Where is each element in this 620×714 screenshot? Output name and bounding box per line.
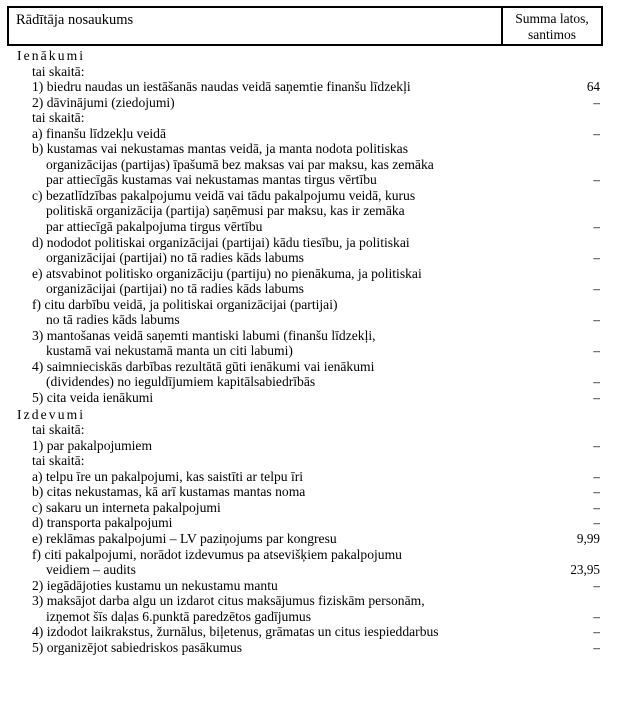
row-value: – (593, 624, 600, 640)
row-value: – (593, 608, 600, 624)
table-row (7, 438, 603, 454)
row-label (7, 547, 510, 578)
table-row (7, 531, 603, 547)
table-row (7, 390, 603, 406)
row-value: – (593, 281, 600, 297)
row-value: – (593, 639, 600, 655)
row-label (7, 126, 510, 142)
row-label-text: tai skaitā: (32, 422, 85, 438)
table-row (7, 48, 603, 64)
row-label (7, 640, 510, 656)
row-label (7, 624, 510, 640)
row-label-text: e) reklāmas pakalpojumi – LV paziņojums par kongresu (32, 530, 337, 546)
row-label-text: c) bezatlīdzības pakalpojumu veidā vai tādu pakalpojumu veidā, kurus (32, 187, 416, 203)
row-label (7, 235, 510, 266)
row-label-continuation: organizācijai (partijai) no tā radies kāds labums (46, 250, 304, 266)
table-header (7, 6, 603, 46)
row-label-text: tai skaitā: (32, 63, 85, 79)
column-header-indicator-name: Rādītāja nosaukums (9, 8, 503, 44)
row-value: – (593, 374, 600, 390)
row-value: – (593, 172, 600, 188)
table-row (7, 453, 603, 469)
row-label-continuation: par attiecīgās kustamas vai nekustamas mantas tirgus vērtību (46, 172, 377, 188)
row-value: – (593, 219, 600, 235)
row-label-text: 2) iegādājoties kustamu un nekustamu mantu (32, 577, 278, 593)
row-label (7, 515, 510, 531)
table-row (7, 297, 603, 328)
row-label-continuation: no tā radies kāds labums (46, 312, 180, 328)
row-value: – (593, 390, 600, 406)
row-label-text: 1) par pakalpojumiem (32, 437, 153, 453)
table-row (7, 484, 603, 500)
column-header-amount-line2: santimos (527, 26, 576, 42)
row-value: – (593, 125, 600, 141)
row-value: – (593, 484, 600, 500)
row-label-continuation: (dividendes) no ieguldījumiem kapitālsabiedrībās (46, 374, 316, 390)
table-row (7, 110, 603, 126)
row-value: – (593, 94, 600, 110)
table-row (7, 359, 603, 390)
row-label-continuation: politiskā organizācija (partija) saņēmusi par maksu, kas ir zemāka (46, 203, 405, 219)
row-label (7, 484, 510, 500)
row-label-continuation: izņemot šīs daļas 6.punktā paredzētos gadījumus (46, 608, 312, 624)
row-label-continuation: par attiecīgā pakalpojuma tirgus vērtību (46, 219, 263, 235)
row-label (7, 188, 510, 235)
table-row (7, 469, 603, 485)
column-header-amount (503, 8, 601, 44)
row-label-continuation: organizācijai (partijai) no tā radies kāds labums (46, 281, 304, 297)
row-label (7, 531, 510, 547)
row-label-text: 4) izdodot laikrakstus, žurnālus, biļetenus, grāmatas un citus iespieddarbus (32, 624, 439, 640)
row-label-text: 3) maksājot darba algu un izdarot citus maksājumus fiziskām personām, (32, 593, 425, 609)
row-value: – (593, 515, 600, 531)
row-label-text: b) kustamas vai nekustamas mantas veidā, ja manta nodota politiskas (32, 141, 409, 157)
table-row (7, 126, 603, 142)
row-label-text: 3) mantošanas veidā saņemti mantiski labumi (finanšu līdzekļi, (32, 327, 376, 343)
row-label-text: Izdevumi (17, 406, 86, 422)
row-label-text: tai skaitā: (32, 110, 85, 126)
row-value: – (593, 577, 600, 593)
row-label (7, 593, 510, 624)
row-label (7, 453, 510, 469)
top-cut-text (8, 0, 604, 1)
row-value: – (593, 343, 600, 359)
row-label-continuation: veidiem – audits (46, 562, 136, 578)
row-label (7, 469, 510, 485)
row-label-text: c) sakaru un interneta pakalpojumi (32, 499, 221, 515)
row-label (7, 407, 510, 423)
table-row (7, 188, 603, 235)
row-label-text: Ienākumi (17, 48, 86, 63)
row-label (7, 297, 510, 328)
table-row (7, 624, 603, 640)
row-value: – (593, 437, 600, 453)
table-row (7, 547, 603, 578)
row-value: 9,99 (576, 530, 600, 546)
row-label-text: tai skaitā: (32, 453, 85, 469)
row-label (7, 110, 510, 126)
table-row (7, 422, 603, 438)
table-row (7, 593, 603, 624)
row-label (7, 79, 510, 95)
row-label (7, 359, 510, 390)
row-value: 64 (586, 79, 600, 95)
row-label (7, 422, 510, 438)
row-label-text: a) finanšu līdzekļu veidā (32, 125, 166, 141)
row-label-continuation: kustamā vai nekustamā manta un citi labumi) (46, 343, 293, 359)
table-row (7, 141, 603, 188)
row-value: – (593, 468, 600, 484)
table-body (7, 47, 603, 655)
row-label-text: f) citi pakalpojumi, norādot izdevumus pa atsevišķiem pakalpojumu (32, 546, 402, 562)
row-label (7, 438, 510, 454)
row-label-text: a) telpu īre un pakalpojumi, kas saistīti ar telpu īri (32, 468, 304, 484)
row-label-text: 4) saimnieciskās darbības rezultātā gūti ienākumi vai ienākumi (32, 358, 375, 374)
table-row (7, 578, 603, 594)
row-label-text: 2) dāvinājumi (ziedojumi) (32, 94, 175, 110)
row-label-text: 1) biedru naudas un iestāšanās naudas veidā saņemtie finanšu līdzekļi (32, 79, 411, 95)
table-row (7, 235, 603, 266)
row-label-text: 5) cita veida ienākumi (32, 390, 154, 406)
table-row (7, 328, 603, 359)
table-row (7, 95, 603, 111)
row-label (7, 64, 510, 80)
row-label (7, 141, 510, 188)
row-value: – (593, 250, 600, 266)
row-label (7, 390, 510, 406)
row-label (7, 328, 510, 359)
row-value: – (593, 312, 600, 328)
row-label (7, 48, 510, 64)
row-value: 23,95 (570, 562, 600, 578)
table-row (7, 64, 603, 80)
row-label (7, 500, 510, 516)
table-row (7, 266, 603, 297)
row-label (7, 266, 510, 297)
row-label-text: d) transporta pakalpojumi (32, 515, 173, 531)
row-value: – (593, 499, 600, 515)
column-header-amount-line1: Summa latos, (515, 11, 589, 26)
row-label-continuation: organizācijas (partijas) īpašumā bez maksas vai par maksu, kas zemāka (46, 156, 434, 172)
row-label-text: d) nododot politiskai organizācijai (partijai) kādu tiesību, ja politiskai (32, 234, 410, 250)
row-label-text: f) citu darbību veidā, ja politiskai organizācijai (partijai) (32, 296, 338, 312)
table-row (7, 640, 603, 656)
row-label-text: b) citas nekustamas, kā arī kustamas mantas noma (32, 484, 306, 500)
row-label (7, 95, 510, 111)
row-label-text: 5) organizējot sabiedriskos pasākumus (32, 639, 243, 655)
table-row (7, 407, 603, 423)
table-row (7, 500, 603, 516)
table-row (7, 515, 603, 531)
row-label (7, 578, 510, 594)
table-row (7, 79, 603, 95)
row-label-text: e) atsvabinot politisko organizāciju (partiju) no pienākuma, ja politiskai (32, 265, 422, 281)
